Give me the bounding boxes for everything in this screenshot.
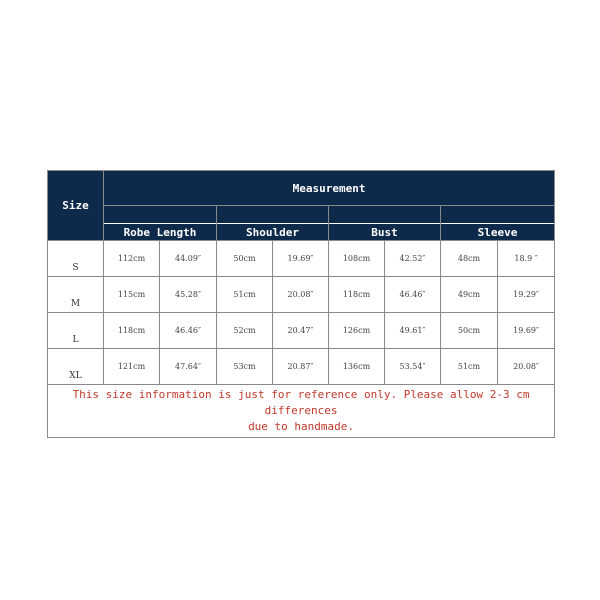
size-label: L — [48, 313, 104, 349]
size-label: M — [48, 277, 104, 313]
shoulder-in: 20.08″ — [273, 277, 329, 313]
sleeve-in: 19.29″ — [498, 277, 555, 313]
sleeve-cm: 50cm — [441, 313, 498, 349]
bust-header: Bust — [329, 206, 441, 241]
robe-length-in: 46.46″ — [160, 313, 217, 349]
table-row — [48, 241, 555, 277]
sleeve-in: 20.08″ — [498, 349, 555, 385]
shoulder-cm: 50cm — [217, 241, 273, 277]
bust-in: 42.52″ — [385, 241, 441, 277]
table-row — [48, 277, 555, 313]
robe-length-cm: 121cm — [104, 349, 160, 385]
reference-note-line-1: This size information is just for reference only. Please allow 2-3 cm differences — [72, 388, 530, 417]
sleeve-cm: 48cm — [441, 241, 498, 277]
bust-in: 53.54″ — [385, 349, 441, 385]
bust-cm: 118cm — [329, 277, 385, 313]
robe-length-in: 47.64″ — [160, 349, 217, 385]
table-row — [48, 349, 555, 385]
size-label: XL — [48, 349, 104, 385]
robe-length-cm: 115cm — [104, 277, 160, 313]
robe-length-cm: 118cm — [104, 313, 160, 349]
shoulder-header: Shoulder — [217, 206, 329, 241]
reference-note — [48, 385, 555, 438]
sleeve-cm: 49cm — [441, 277, 498, 313]
bust-cm: 108cm — [329, 241, 385, 277]
measurement-header: Measurement — [104, 171, 555, 206]
robe-length-header: Robe Length — [104, 206, 217, 241]
sleeve-in: 19.69″ — [498, 313, 555, 349]
size-label: S — [48, 241, 104, 277]
shoulder-in: 20.47″ — [273, 313, 329, 349]
shoulder-cm: 51cm — [217, 277, 273, 313]
shoulder-cm: 52cm — [217, 313, 273, 349]
sleeve-header: Sleeve — [441, 206, 555, 241]
size-chart-table — [47, 170, 555, 438]
shoulder-in: 20.87″ — [273, 349, 329, 385]
robe-length-in: 45.28″ — [160, 277, 217, 313]
bust-in: 49.61″ — [385, 313, 441, 349]
table-row — [48, 313, 555, 349]
shoulder-cm: 53cm — [217, 349, 273, 385]
bust-cm: 126cm — [329, 313, 385, 349]
reference-note-line-2: due to handmade. — [248, 420, 355, 433]
sleeve-cm: 51cm — [441, 349, 498, 385]
bust-in: 46.46″ — [385, 277, 441, 313]
bust-cm: 136cm — [329, 349, 385, 385]
size-header: Size — [48, 171, 104, 241]
shoulder-in: 19.69″ — [273, 241, 329, 277]
robe-length-cm: 112cm — [104, 241, 160, 277]
robe-length-in: 44.09″ — [160, 241, 217, 277]
sleeve-in: 18.9 ″ — [498, 241, 555, 277]
